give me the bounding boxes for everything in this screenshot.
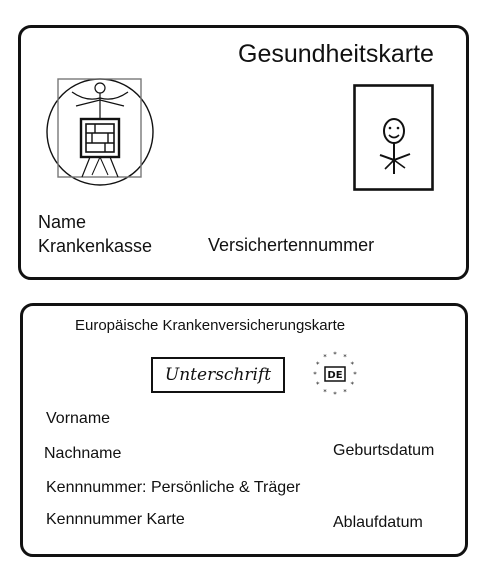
star-mark: *: [333, 350, 337, 359]
signature-text: Unterschrift: [164, 365, 272, 385]
country-code-label: DE: [327, 370, 343, 381]
name-label: Name: [38, 212, 87, 232]
last-name-label: Nachname: [44, 445, 122, 462]
personal-id-label: Kennnummer: Persönliche & Träger: [46, 479, 301, 496]
star-mark: *: [350, 360, 355, 369]
eu-stars-flag-icon: [308, 349, 362, 399]
star-mark: *: [343, 387, 347, 396]
insurer-label: Krankenkasse: [38, 236, 153, 256]
stick-figure-photo-icon: [353, 84, 434, 191]
card-title: Gesundheitskarte: [238, 40, 434, 68]
star-mark: *: [323, 387, 327, 396]
star-mark: *: [333, 390, 337, 399]
star-mark: *: [353, 370, 357, 379]
star-mark: *: [350, 380, 355, 389]
card-title: Europäische Krankenversicherungskarte: [75, 317, 346, 334]
star-mark: *: [315, 380, 320, 389]
health-card-front: [18, 25, 469, 280]
birthdate-label: Geburtsdatum: [333, 442, 435, 459]
card-id-label: Kennnummer Karte: [46, 511, 185, 528]
health-card-back: [20, 303, 468, 557]
first-name-label: Vorname: [46, 410, 111, 427]
vitruvian-man-chip-icon: [42, 76, 157, 188]
star-mark: *: [313, 370, 317, 379]
star-mark: *: [315, 360, 320, 369]
star-mark: *: [323, 353, 327, 362]
expiry-label: Ablaufdatum: [333, 514, 423, 531]
insurance-number-label: Versichertennummer: [208, 235, 375, 255]
star-mark: *: [343, 353, 347, 362]
signature-box: [151, 357, 285, 393]
